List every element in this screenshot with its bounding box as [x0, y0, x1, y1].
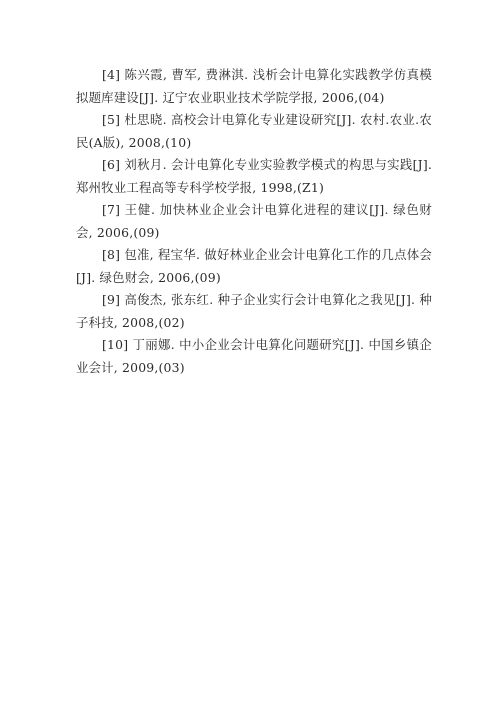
reference-item-8: [8] 包准, 程宝华. 做好林业企业会计电算化工作的几点体会[J]. 绿色财会, 2006,(09) — [76, 247, 432, 285]
reference-item-4: [4] 陈兴霞, 曹军, 费淋淇. 浅析会计电算化实践教学仿真模拟题库建设[J]. 辽宁农业职业技术学院学报, 2006,(04) — [76, 67, 432, 105]
reference-item-7: [7] 王健. 加快林业企业会计电算化进程的建议[J]. 绿色财会, 2006,(09) — [76, 202, 432, 240]
reference-list — [76, 64, 432, 379]
reference-item-5: [5] 杜思晓. 高校会计电算化专业建设研究[J]. 农村.农业.农民(A版), 2008,(10) — [76, 112, 432, 150]
reference-item-9: [9] 高俊杰, 张东红. 种子企业实行会计电算化之我见[J]. 种子科技, 2008,(02) — [76, 292, 432, 330]
reference-item-6: [6] 刘秋月. 会计电算化专业实验教学模式的构思与实践[J]. 郑州牧业工程高等专科学校学报, 1998,(Z1) — [76, 157, 432, 195]
reference-item-10: [10] 丁丽娜. 中小企业会计电算化问题研究[J]. 中国乡镇企业会计, 2009,(03) — [76, 337, 432, 375]
